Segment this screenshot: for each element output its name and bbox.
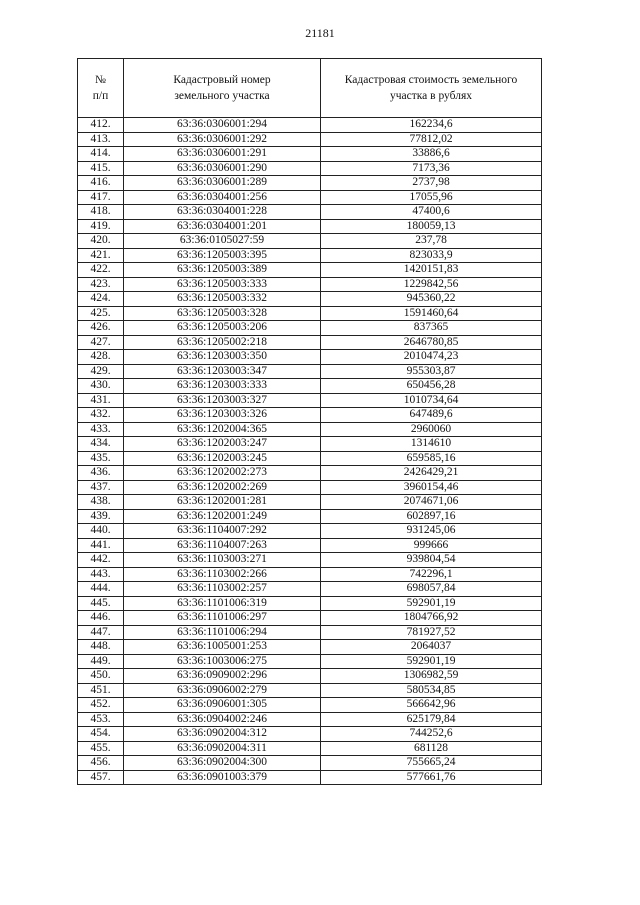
cadastral-value-cell: 580534,85 xyxy=(321,683,542,698)
cadastral-number-cell: 63:36:1202004:365 xyxy=(124,422,321,437)
cadastral-value-cell: 955303,87 xyxy=(321,364,542,379)
table-row xyxy=(78,176,542,191)
table-row xyxy=(78,161,542,176)
cadastral-number-cell: 63:36:0306001:291 xyxy=(124,147,321,162)
cadastral-number-cell: 63:36:1005001:253 xyxy=(124,640,321,655)
row-number-cell: 436. xyxy=(78,466,124,481)
cadastral-number-cell: 63:36:0906002:279 xyxy=(124,683,321,698)
row-number-cell: 441. xyxy=(78,538,124,553)
table-row xyxy=(78,292,542,307)
table-row xyxy=(78,364,542,379)
row-number-cell: 443. xyxy=(78,567,124,582)
table-row xyxy=(78,451,542,466)
table-body xyxy=(78,118,542,785)
row-number-cell: 456. xyxy=(78,756,124,771)
row-number-cell: 424. xyxy=(78,292,124,307)
cadastral-number-cell: 63:36:1205003:328 xyxy=(124,306,321,321)
cadastral-number-cell: 63:36:1203003:333 xyxy=(124,379,321,394)
row-number-cell: 415. xyxy=(78,161,124,176)
table-row xyxy=(78,379,542,394)
cadastral-number-cell: 63:36:1103003:271 xyxy=(124,553,321,568)
row-number-cell: 454. xyxy=(78,727,124,742)
cadastral-number-cell: 63:36:0304001:228 xyxy=(124,205,321,220)
cadastral-value-cell: 1306982,59 xyxy=(321,669,542,684)
row-number-cell: 422. xyxy=(78,263,124,278)
cadastral-value-cell: 837365 xyxy=(321,321,542,336)
row-number-cell: 444. xyxy=(78,582,124,597)
cadastral-number-cell: 63:36:1202002:273 xyxy=(124,466,321,481)
cadastral-value-cell: 47400,6 xyxy=(321,205,542,220)
table-row xyxy=(78,698,542,713)
cadastral-value-cell: 77812,02 xyxy=(321,132,542,147)
cadastral-value-cell: 2646780,85 xyxy=(321,335,542,350)
table-row xyxy=(78,408,542,423)
row-number-cell: 427. xyxy=(78,335,124,350)
cadastral-number-cell: 63:36:1202001:281 xyxy=(124,495,321,510)
table-row xyxy=(78,669,542,684)
table-row xyxy=(78,770,542,785)
row-number-cell: 426. xyxy=(78,321,124,336)
header-cadastral-value xyxy=(321,59,542,118)
table-row xyxy=(78,524,542,539)
cadastral-value-cell: 577661,76 xyxy=(321,770,542,785)
cadastral-number-cell: 63:36:0909002:296 xyxy=(124,669,321,684)
header-line: п/п xyxy=(92,90,109,102)
header-line: Кадастровый номер xyxy=(173,74,271,86)
table-row xyxy=(78,118,542,133)
cadastral-value-cell: 2737,98 xyxy=(321,176,542,191)
row-number-cell: 419. xyxy=(78,219,124,234)
table-row xyxy=(78,248,542,263)
table-row xyxy=(78,306,542,321)
cadastral-number-cell: 63:36:1103002:266 xyxy=(124,567,321,582)
cadastral-value-cell: 17055,96 xyxy=(321,190,542,205)
cadastral-number-cell: 63:36:1202003:247 xyxy=(124,437,321,452)
row-number-cell: 457. xyxy=(78,770,124,785)
header-cadastral-number xyxy=(124,59,321,118)
cadastral-number-cell: 63:36:1104007:292 xyxy=(124,524,321,539)
cadastral-number-cell: 63:36:0306001:289 xyxy=(124,176,321,191)
row-number-cell: 449. xyxy=(78,654,124,669)
table-header-row xyxy=(78,59,542,118)
page-number: 21181 xyxy=(305,26,335,40)
cadastral-number-cell: 63:36:1205003:395 xyxy=(124,248,321,263)
table-row xyxy=(78,509,542,524)
cadastral-number-cell: 63:36:1203003:327 xyxy=(124,393,321,408)
cadastral-value-cell: 7173,36 xyxy=(321,161,542,176)
row-number-cell: 439. xyxy=(78,509,124,524)
row-number-cell: 412. xyxy=(78,118,124,133)
header-line: участка в рублях xyxy=(389,90,472,102)
cadastral-value-cell: 2064037 xyxy=(321,640,542,655)
cadastral-value-cell: 742296,1 xyxy=(321,567,542,582)
row-number-cell: 432. xyxy=(78,408,124,423)
cadastral-value-cell: 180059,13 xyxy=(321,219,542,234)
header-line: № xyxy=(95,74,106,86)
row-number-cell: 423. xyxy=(78,277,124,292)
table-row xyxy=(78,480,542,495)
cadastral-number-cell: 63:36:0904002:246 xyxy=(124,712,321,727)
cadastral-number-cell: 63:36:1003006:275 xyxy=(124,654,321,669)
cadastral-number-cell: 63:36:1104007:263 xyxy=(124,538,321,553)
cadastral-number-cell: 63:36:0902004:312 xyxy=(124,727,321,742)
cadastral-number-cell: 63:36:0105027:59 xyxy=(124,234,321,249)
cadastral-number-cell: 63:36:0902004:300 xyxy=(124,756,321,771)
cadastral-value-cell: 681128 xyxy=(321,741,542,756)
cadastral-number-cell: 63:36:1205003:332 xyxy=(124,292,321,307)
cadastral-value-cell: 1420151,83 xyxy=(321,263,542,278)
cadastral-value-cell: 939804,54 xyxy=(321,553,542,568)
cadastral-number-cell: 63:36:1203003:347 xyxy=(124,364,321,379)
row-number-cell: 435. xyxy=(78,451,124,466)
table-row xyxy=(78,640,542,655)
row-number-cell: 414. xyxy=(78,147,124,162)
cadastral-number-cell: 63:36:1101006:294 xyxy=(124,625,321,640)
cadastral-number-cell: 63:36:1202001:249 xyxy=(124,509,321,524)
row-number-cell: 446. xyxy=(78,611,124,626)
table-row xyxy=(78,437,542,452)
cadastral-number-cell: 63:36:1203003:350 xyxy=(124,350,321,365)
cadastral-value-cell: 650456,28 xyxy=(321,379,542,394)
cadastral-number-cell: 63:36:0306001:292 xyxy=(124,132,321,147)
cadastral-value-cell: 3960154,46 xyxy=(321,480,542,495)
cadastral-value-cell: 781927,52 xyxy=(321,625,542,640)
row-number-cell: 452. xyxy=(78,698,124,713)
cadastral-number-cell: 63:36:0902004:311 xyxy=(124,741,321,756)
cadastral-number-cell: 63:36:1205003:389 xyxy=(124,263,321,278)
table-row xyxy=(78,190,542,205)
cadastral-value-cell: 755665,24 xyxy=(321,756,542,771)
table-row xyxy=(78,727,542,742)
cadastral-value-cell: 162234,6 xyxy=(321,118,542,133)
row-number-cell: 448. xyxy=(78,640,124,655)
cadastral-value-table xyxy=(77,58,542,785)
cadastral-value-cell: 999666 xyxy=(321,538,542,553)
cadastral-value-cell: 566642,96 xyxy=(321,698,542,713)
row-number-cell: 429. xyxy=(78,364,124,379)
cadastral-value-cell: 823033,9 xyxy=(321,248,542,263)
row-number-cell: 433. xyxy=(78,422,124,437)
table-row xyxy=(78,277,542,292)
row-number-cell: 413. xyxy=(78,132,124,147)
cadastral-value-cell: 592901,19 xyxy=(321,596,542,611)
table-row xyxy=(78,466,542,481)
table-row xyxy=(78,132,542,147)
row-number-cell: 451. xyxy=(78,683,124,698)
table-row xyxy=(78,625,542,640)
row-number-cell: 421. xyxy=(78,248,124,263)
header-row-number xyxy=(78,59,124,118)
header-line: Кадастровая стоимость земельного xyxy=(344,74,518,86)
cadastral-value-cell: 602897,16 xyxy=(321,509,542,524)
table-row xyxy=(78,567,542,582)
cadastral-value-cell: 2426429,21 xyxy=(321,466,542,481)
cadastral-number-cell: 63:36:1202003:245 xyxy=(124,451,321,466)
cadastral-value-cell: 2960060 xyxy=(321,422,542,437)
table-row xyxy=(78,350,542,365)
table-row xyxy=(78,263,542,278)
cadastral-value-cell: 931245,06 xyxy=(321,524,542,539)
cadastral-number-cell: 63:36:0901003:379 xyxy=(124,770,321,785)
header-line: земельного участка xyxy=(174,90,270,102)
cadastral-number-cell: 63:36:1203003:326 xyxy=(124,408,321,423)
cadastral-value-cell: 744252,6 xyxy=(321,727,542,742)
table-row xyxy=(78,219,542,234)
table-row xyxy=(78,596,542,611)
cadastral-number-cell: 63:36:1202002:269 xyxy=(124,480,321,495)
cadastral-number-cell: 63:36:1205002:218 xyxy=(124,335,321,350)
cadastral-value-cell: 945360,22 xyxy=(321,292,542,307)
row-number-cell: 420. xyxy=(78,234,124,249)
cadastral-value-cell: 659585,16 xyxy=(321,451,542,466)
table-row xyxy=(78,611,542,626)
table-row xyxy=(78,553,542,568)
table-row xyxy=(78,321,542,336)
cadastral-value-cell: 698057,84 xyxy=(321,582,542,597)
cadastral-number-cell: 63:36:0304001:256 xyxy=(124,190,321,205)
cadastral-value-cell: 33886,6 xyxy=(321,147,542,162)
cadastral-value-cell: 1591460,64 xyxy=(321,306,542,321)
cadastral-value-cell: 592901,19 xyxy=(321,654,542,669)
row-number-cell: 425. xyxy=(78,306,124,321)
row-number-cell: 437. xyxy=(78,480,124,495)
row-number-cell: 455. xyxy=(78,741,124,756)
cadastral-number-cell: 63:36:1101006:319 xyxy=(124,596,321,611)
table-row xyxy=(78,756,542,771)
cadastral-number-cell: 63:36:0906001:305 xyxy=(124,698,321,713)
cadastral-value-cell: 1229842,56 xyxy=(321,277,542,292)
cadastral-value-cell: 625179,84 xyxy=(321,712,542,727)
row-number-cell: 442. xyxy=(78,553,124,568)
row-number-cell: 447. xyxy=(78,625,124,640)
row-number-cell: 434. xyxy=(78,437,124,452)
cadastral-number-cell: 63:36:1205003:206 xyxy=(124,321,321,336)
cadastral-value-cell: 2074671,06 xyxy=(321,495,542,510)
table-row xyxy=(78,495,542,510)
row-number-cell: 418. xyxy=(78,205,124,220)
table-row xyxy=(78,422,542,437)
table-row xyxy=(78,205,542,220)
cadastral-number-cell: 63:36:0304001:201 xyxy=(124,219,321,234)
table-row xyxy=(78,683,542,698)
row-number-cell: 430. xyxy=(78,379,124,394)
row-number-cell: 440. xyxy=(78,524,124,539)
cadastral-value-cell: 1314610 xyxy=(321,437,542,452)
cadastral-value-cell: 237,78 xyxy=(321,234,542,249)
table-row xyxy=(78,335,542,350)
table-row xyxy=(78,582,542,597)
cadastral-number-cell: 63:36:1103002:257 xyxy=(124,582,321,597)
table-row xyxy=(78,654,542,669)
cadastral-number-cell: 63:36:1205003:333 xyxy=(124,277,321,292)
row-number-cell: 453. xyxy=(78,712,124,727)
table-row xyxy=(78,393,542,408)
row-number-cell: 417. xyxy=(78,190,124,205)
table-row xyxy=(78,538,542,553)
cadastral-number-cell: 63:36:1101006:297 xyxy=(124,611,321,626)
table-row xyxy=(78,147,542,162)
cadastral-number-cell: 63:36:0306001:290 xyxy=(124,161,321,176)
cadastral-value-cell: 1804766,92 xyxy=(321,611,542,626)
row-number-cell: 445. xyxy=(78,596,124,611)
row-number-cell: 438. xyxy=(78,495,124,510)
table-row xyxy=(78,234,542,249)
cadastral-value-cell: 2010474,23 xyxy=(321,350,542,365)
cadastral-value-cell: 1010734,64 xyxy=(321,393,542,408)
row-number-cell: 428. xyxy=(78,350,124,365)
row-number-cell: 450. xyxy=(78,669,124,684)
table-row xyxy=(78,712,542,727)
cadastral-value-cell: 647489,6 xyxy=(321,408,542,423)
cadastral-number-cell: 63:36:0306001:294 xyxy=(124,118,321,133)
table-row xyxy=(78,741,542,756)
row-number-cell: 431. xyxy=(78,393,124,408)
row-number-cell: 416. xyxy=(78,176,124,191)
